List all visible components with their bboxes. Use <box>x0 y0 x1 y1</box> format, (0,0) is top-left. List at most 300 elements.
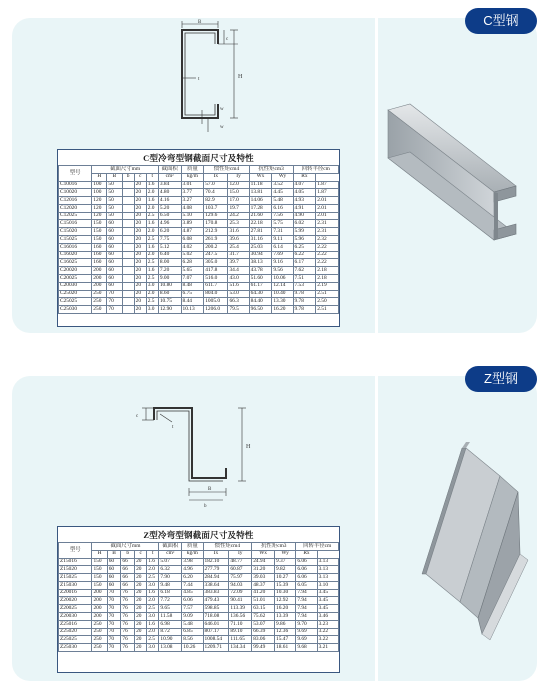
c-table-cell: 7.56 <box>272 212 293 220</box>
c-table-cell: 51.6 <box>228 282 249 290</box>
c-th-b: B <box>107 173 122 181</box>
z-table-cell: 6.32 <box>159 566 182 574</box>
c-table-cell <box>122 181 134 189</box>
c-table-cell: 4.91 <box>293 204 316 212</box>
c-table-cell: 150 <box>92 220 107 228</box>
c-table-cell: 10.75 <box>158 298 181 306</box>
z-table-cell: 9.69 <box>296 628 317 636</box>
c-table-cell: 5.99 <box>293 228 316 236</box>
c-table-row <box>59 274 339 282</box>
c-table-cell: 50 <box>107 181 122 189</box>
c-th-model: 型号 <box>59 166 92 182</box>
z-table-cell: 66.39 <box>252 628 275 636</box>
z-th-wx: Wx <box>252 550 275 558</box>
c-table-cell: 200 <box>92 267 107 275</box>
z-table-cell: 5.07 <box>159 558 182 566</box>
z-table-cell: 6.98 <box>159 620 182 628</box>
c-table-cell: 25.3 <box>228 220 249 228</box>
c-table-title: C型冷弯型钢截面尺寸及特性 <box>143 153 254 163</box>
c-table-cell: 2.51 <box>316 290 339 298</box>
c-table-cell: 20 <box>134 228 146 236</box>
c-table-cell <box>122 197 134 205</box>
c-table-cell: 8.44 <box>181 298 204 306</box>
z-th-ix: Ix <box>203 550 229 558</box>
z-table-cell: 5.48 <box>182 620 203 628</box>
c-table-cell: 20 <box>134 236 146 244</box>
c-table-row <box>59 189 339 197</box>
c-table-cell: 2.5 <box>146 274 158 282</box>
c-table-cell <box>122 212 134 220</box>
c-table-cell: 2.0 <box>146 251 158 259</box>
c-steel-illustration <box>386 88 536 288</box>
c-table-cell: 10.80 <box>158 282 181 290</box>
z-table-cell: 66 <box>121 558 135 566</box>
z-table-cell: 66 <box>121 574 135 582</box>
c-table-cell: 60 <box>107 282 122 290</box>
c-table-row <box>59 282 339 290</box>
c-table-cell <box>122 220 134 228</box>
c-th-h: H <box>92 173 107 181</box>
z-table-cell: 134.34 <box>229 644 252 652</box>
z-table-cell: 3.10 <box>317 581 338 589</box>
z-table-cell: 15.47 <box>275 636 296 644</box>
z-table-cell: 60 <box>107 581 121 589</box>
z-table-cell: 39.03 <box>252 574 275 582</box>
c-table-cell: 4.02 <box>181 243 204 251</box>
z-table-cell: 60 <box>107 566 121 574</box>
z-table-cell: 8.72 <box>159 628 182 636</box>
z-table-cell: 20 <box>135 574 147 582</box>
c-table-cell: C25020 <box>59 290 92 298</box>
c-table-cell: 50 <box>107 197 122 205</box>
c-table-row <box>59 236 339 244</box>
panel-divider <box>375 18 378 333</box>
c-table-cell: 10.13 <box>181 306 204 314</box>
z-table-cell: 250 <box>92 644 107 652</box>
c-table-cell: 16.20 <box>272 306 293 314</box>
c-table-cell: 8.00 <box>158 259 181 267</box>
c-table-cell: C10020 <box>59 189 92 197</box>
c-th-modulus: 抗性矩cm3 <box>249 166 293 174</box>
c-table-cell: C15020 <box>59 228 92 236</box>
z-profile-diagram <box>12 376 375 526</box>
c-table-cell: 7.75 <box>158 236 181 244</box>
c-table-cell: 60 <box>107 251 122 259</box>
z-dim-b2-label: b <box>204 504 207 509</box>
c-th-area: 截面积 <box>158 166 181 174</box>
c-table-row <box>59 306 339 314</box>
c-table-cell: 4.80 <box>158 189 181 197</box>
c-table-cell: C16016 <box>59 243 92 251</box>
c-table-cell: 7.51 <box>293 274 316 282</box>
c-table-cell: 60 <box>107 243 122 251</box>
c-table-cell: 2.32 <box>316 236 339 244</box>
z-table-cell: 83.06 <box>252 636 275 644</box>
c-table-cell: 20 <box>134 189 146 197</box>
z-table-cell: 9.37 <box>275 558 296 566</box>
c-table-cell: 70 <box>107 290 122 298</box>
c-table-cell: C12025 <box>59 212 92 220</box>
z-table-cell: 250 <box>92 620 107 628</box>
c-table-cell: 4.45 <box>272 189 293 197</box>
c-table-cell: 60 <box>107 236 122 244</box>
c-th-gyration: 回转半径cm <box>293 166 338 174</box>
z-th-gyration: 回转半径cm <box>296 543 339 551</box>
c-table-cell: 9.00 <box>158 274 181 282</box>
c-table-cell: 8.60 <box>158 290 181 298</box>
z-table-cell: 2.5 <box>147 636 159 644</box>
c-table-cell: 3.77 <box>181 189 204 197</box>
c-table-cell: 2.18 <box>316 274 339 282</box>
z-table-cell: 70 <box>107 628 121 636</box>
z-table-cell: 6.05 <box>296 581 317 589</box>
c-table-cell: 2.01 <box>316 204 339 212</box>
z-table-cell: 7.94 <box>296 613 317 621</box>
c-table-cell: 70.4 <box>204 189 228 197</box>
c-table-cell: 60 <box>107 274 122 282</box>
z-table-cell: 3.0 <box>147 613 159 621</box>
c-table-cell: 66.3 <box>228 298 249 306</box>
z-steel-badge: Z型钢 <box>465 366 537 392</box>
c-table-cell: 96.50 <box>249 306 272 314</box>
z-table-cell: 2.0 <box>147 597 159 605</box>
z-table-cell: 7.57 <box>182 605 203 613</box>
c-table-cell: 6.16 <box>272 204 293 212</box>
c-table-cell: 10.06 <box>272 274 293 282</box>
c-dim-c-label: c <box>226 37 229 42</box>
c-table-cell <box>122 189 134 197</box>
c-table-cell: 516.0 <box>204 274 228 282</box>
c-th-mass-unit: kg/m <box>181 173 204 181</box>
c-table-cell: C12020 <box>59 204 92 212</box>
c-table-cell: 247.5 <box>204 251 228 259</box>
z-table-cell: 70 <box>107 636 121 644</box>
z-table-cell: 70 <box>107 605 121 613</box>
c-table-cell: 51.60 <box>249 274 272 282</box>
z-table-row <box>59 581 339 589</box>
z-table-cell: 72.09 <box>229 589 252 597</box>
c-th-inertia: 惯性矩cm4 <box>204 166 249 174</box>
c-table-cell: 2.5 <box>146 259 158 267</box>
c-table-cell: 3.89 <box>181 220 204 228</box>
c-th-ix: Ix <box>204 173 228 181</box>
c-table-cell <box>122 204 134 212</box>
z-table-cell: 136.56 <box>229 613 252 621</box>
z-table-cell: 6.20 <box>182 574 203 582</box>
c-table-cell: 1005.0 <box>204 298 228 306</box>
c-spec-table <box>58 165 339 314</box>
z-table-cell: 10.26 <box>182 644 203 652</box>
c-table-cell: 13.81 <box>249 189 272 197</box>
z-table-row <box>59 574 339 582</box>
z-table-cell: 71.10 <box>229 620 252 628</box>
z-table-cell: 94.03 <box>229 581 252 589</box>
z-table-cell: 15.39 <box>275 581 296 589</box>
z-table-cell: 70 <box>107 613 121 621</box>
z-table-cell: 250 <box>92 636 107 644</box>
z-table-body <box>59 558 339 651</box>
c-table-cell: 31.6 <box>228 228 249 236</box>
c-table-row <box>59 267 339 275</box>
z-table-cell: Z25016 <box>59 620 92 628</box>
z-table-cell: 48.37 <box>252 581 275 589</box>
c-table-cell: 24.2 <box>228 212 249 220</box>
c-table-body <box>59 181 339 313</box>
z-table-cell: 718.08 <box>203 613 229 621</box>
c-table-cell: 20 <box>134 306 146 314</box>
z-table-cell: 150 <box>92 558 107 566</box>
c-table-cell: 50 <box>107 212 122 220</box>
z-table-cell: 63.15 <box>252 605 275 613</box>
z-table-cell: 3.13 <box>317 574 338 582</box>
c-table-cell: 5.20 <box>158 204 181 212</box>
c-table-cell: 20 <box>134 274 146 282</box>
c-table-cell: 82.9 <box>204 197 228 205</box>
z-table-cell: 9.65 <box>159 605 182 613</box>
z-table-cell: 20 <box>135 628 147 636</box>
z-table-cell: 150 <box>92 574 107 582</box>
z-th-modulus: 抗性矩cm3 <box>252 543 296 551</box>
z-table-cell: 60 <box>107 558 121 566</box>
c-table-cell: 9.78 <box>293 306 316 314</box>
c-table-cell: 160 <box>92 251 107 259</box>
c-table-cell: 60 <box>107 228 122 236</box>
z-table-cell: 76 <box>121 613 135 621</box>
c-table-cell: 7.20 <box>158 267 181 275</box>
c-table-cell: 38.13 <box>249 259 272 267</box>
c-table-cell: 3.0 <box>146 282 158 290</box>
c-table-cell: 3.52 <box>272 181 293 189</box>
z-table-cell: 20 <box>135 589 147 597</box>
c-table-cell: 15.0 <box>228 189 249 197</box>
c-table-cell: 120 <box>92 212 107 220</box>
c-table-cell: C25030 <box>59 306 92 314</box>
c-table-cell: 20 <box>134 197 146 205</box>
c-table-cell: 200 <box>92 282 107 290</box>
z-table-cell: 479.43 <box>203 597 229 605</box>
c-table-cell: 6.02 <box>293 220 316 228</box>
c-table-cell: 9.56 <box>272 267 293 275</box>
c-table-cell: 2.50 <box>316 298 339 306</box>
c-table-cell: 9.16 <box>272 259 293 267</box>
z-table-cell: 20 <box>135 597 147 605</box>
c-table-cell <box>122 267 134 275</box>
z-table-cell: Z15016 <box>59 558 92 566</box>
c-dim-w2-label: w <box>220 125 224 130</box>
z-table-cell: 20 <box>135 644 147 652</box>
c-table-cell: 2.0 <box>146 290 158 298</box>
c-table-row <box>59 298 339 306</box>
c-table-cell: 1.87 <box>316 189 339 197</box>
z-table-cell: 70 <box>107 589 121 597</box>
c-table-cell: 39.7 <box>228 259 249 267</box>
z-table-cell: 76 <box>121 620 135 628</box>
c-table-cell <box>122 236 134 244</box>
c-table-cell: 70 <box>107 306 122 314</box>
c-table-row <box>59 181 339 189</box>
c-table-cell: 2.0 <box>146 189 158 197</box>
z-table-cell: 10.90 <box>159 636 182 644</box>
c-table-cell: 2.19 <box>316 282 339 290</box>
z-table-cell: 7.94 <box>296 597 317 605</box>
z-dim-c-label: c <box>136 414 139 419</box>
z-table-cell: 48.77 <box>229 558 252 566</box>
c-table-cell: 4.93 <box>293 197 316 205</box>
z-table-cell: 70 <box>107 644 121 652</box>
z-table-cell: 11.58 <box>159 613 182 621</box>
c-table-cell: 3.01 <box>181 181 204 189</box>
z-table-cell: Z25025 <box>59 636 92 644</box>
c-table-cell: 20 <box>134 220 146 228</box>
z-table-cell: 150 <box>92 581 107 589</box>
z-table-cell: 3.13 <box>317 558 338 566</box>
c-table-cell: 261.9 <box>204 236 228 244</box>
c-table-cell: 20 <box>134 259 146 267</box>
z-table-cell: 90.41 <box>229 597 252 605</box>
z-table-cell: 12.92 <box>275 597 296 605</box>
c-table-row <box>59 204 339 212</box>
c-steel-panel <box>12 13 537 333</box>
z-table-cell: 250 <box>92 628 107 636</box>
z-table-cell: 1.6 <box>147 558 159 566</box>
z-dim-b-label: B <box>208 487 212 492</box>
z-table-cell: 7.90 <box>159 574 182 582</box>
c-table-cell: 20 <box>134 204 146 212</box>
c-table-cell: 7.53 <box>293 282 316 290</box>
c-table-cell: 2.01 <box>316 197 339 205</box>
z-th-rx: Rx <box>296 550 317 558</box>
z-table-cell: Z15020 <box>59 566 92 574</box>
c-table-cell: 31.16 <box>249 236 272 244</box>
z-table-cell: 646.01 <box>203 620 229 628</box>
c-table-cell: 25.03 <box>249 243 272 251</box>
z-table-cell: 284.94 <box>203 574 229 582</box>
c-table-cell: 79.5 <box>228 306 249 314</box>
z-table-cell: 53.07 <box>252 620 275 628</box>
c-table-cell: 60 <box>107 259 122 267</box>
c-table-cell: 20 <box>134 267 146 275</box>
z-table-cell: Z25020 <box>59 628 92 636</box>
z-table-cell: 9.48 <box>159 581 182 589</box>
z-table-cell: 6.06 <box>296 566 317 574</box>
z-table-cell: Z15030 <box>59 581 92 589</box>
z-table-cell: 3.45 <box>317 589 338 597</box>
c-table-cell: 20 <box>134 181 146 189</box>
c-table-cell: 5.96 <box>293 236 316 244</box>
z-table-cell: 76 <box>121 628 135 636</box>
c-steel-badge: C型钢 <box>465 8 537 34</box>
c-table-cell: 7.31 <box>272 228 293 236</box>
c-table-cell: 804.0 <box>204 290 228 298</box>
c-table-cell: 12.14 <box>272 282 293 290</box>
z-th-wy: Wy <box>275 550 296 558</box>
c-table-cell: 305.0 <box>204 259 228 267</box>
c-table-cell: C16025 <box>59 259 92 267</box>
c-table-cell: 2.31 <box>316 228 339 236</box>
c-table-cell: 7.69 <box>272 251 293 259</box>
z-table-cell: Z15025 <box>59 574 92 582</box>
c-table-cell: 120 <box>92 204 107 212</box>
z-table-cell: 807.17 <box>203 628 229 636</box>
c-table-row <box>59 212 339 220</box>
c-table-cell: 20 <box>134 212 146 220</box>
c-table-cell: 4.16 <box>158 197 181 205</box>
c-table-cell: 70 <box>107 298 122 306</box>
c-table-cell: 100 <box>92 189 107 197</box>
c-table-cell: 1.87 <box>316 181 339 189</box>
c-table-cell: 5.75 <box>272 220 293 228</box>
z-table-cell: 6.85 <box>182 628 203 636</box>
c-table-cell: 103.7 <box>204 204 228 212</box>
c-table-cell: 50 <box>107 204 122 212</box>
c-table-cell: 6.17 <box>293 259 316 267</box>
c-table-cell: 20 <box>134 290 146 298</box>
z-table-cell: 6.06 <box>296 574 317 582</box>
c-table-cell: 5.48 <box>272 197 293 205</box>
c-table-cell: 2.5 <box>146 298 158 306</box>
z-table-cell: 20 <box>135 566 147 574</box>
z-table-cell: 3.0 <box>147 581 159 589</box>
z-table-cell: 6.06 <box>296 558 317 566</box>
c-table-cell: 12.90 <box>158 306 181 314</box>
c-table-cell: C15016 <box>59 220 92 228</box>
c-table-cell: 100 <box>92 181 107 189</box>
c-table-cell: 6.14 <box>272 243 293 251</box>
c-table-cell: 9.78 <box>293 298 316 306</box>
c-table-cell: 31.7 <box>228 251 249 259</box>
z-table-row <box>59 589 339 597</box>
z-th-mass: 质量 <box>182 543 203 551</box>
z-table-cell: 12.36 <box>275 628 296 636</box>
z-table-cell: 20 <box>135 620 147 628</box>
c-table-cell: 3.27 <box>181 197 204 205</box>
z-table-cell: 13.39 <box>275 613 296 621</box>
z-table-cell: 66 <box>121 566 135 574</box>
z-table-cell: 9.69 <box>296 636 317 644</box>
z-table-row <box>59 558 339 566</box>
c-table-cell <box>122 259 134 267</box>
z-table-cell: 4.85 <box>182 589 203 597</box>
z-th-inertia: 惯性矩cm4 <box>203 543 252 551</box>
c-table-cell <box>122 282 134 290</box>
z-table-cell: 20 <box>135 636 147 644</box>
c-table-cell: 6.40 <box>158 251 181 259</box>
c-table-cell: 3.0 <box>146 306 158 314</box>
c-table-cell: 7.62 <box>293 267 316 275</box>
c-th-t: t <box>146 173 158 181</box>
c-table-cell: 4.90 <box>293 212 316 220</box>
z-table-cell: 277.79 <box>203 566 229 574</box>
c-table-cell: 1.6 <box>146 220 158 228</box>
z-th-area: 截面积 <box>159 543 182 551</box>
z-table-cell: 3.45 <box>317 597 338 605</box>
c-table-cell: 10.40 <box>272 290 293 298</box>
z-table-row <box>59 644 339 652</box>
z-table-row <box>59 605 339 613</box>
c-spec-table-card <box>57 149 340 327</box>
c-table-cell: 64.30 <box>249 290 272 298</box>
z-table-row <box>59 620 339 628</box>
c-table-cell <box>122 243 134 251</box>
c-table-cell: C15025 <box>59 236 92 244</box>
c-profile-diagram <box>12 18 375 148</box>
c-table-cell: 170.8 <box>204 220 228 228</box>
c-table-cell: 4.96 <box>158 220 181 228</box>
z-th-iy: Iy <box>229 550 252 558</box>
c-table-cell: 250 <box>92 306 107 314</box>
c-table-cell: C20020 <box>59 267 92 275</box>
c-table-cell: 1.6 <box>146 243 158 251</box>
